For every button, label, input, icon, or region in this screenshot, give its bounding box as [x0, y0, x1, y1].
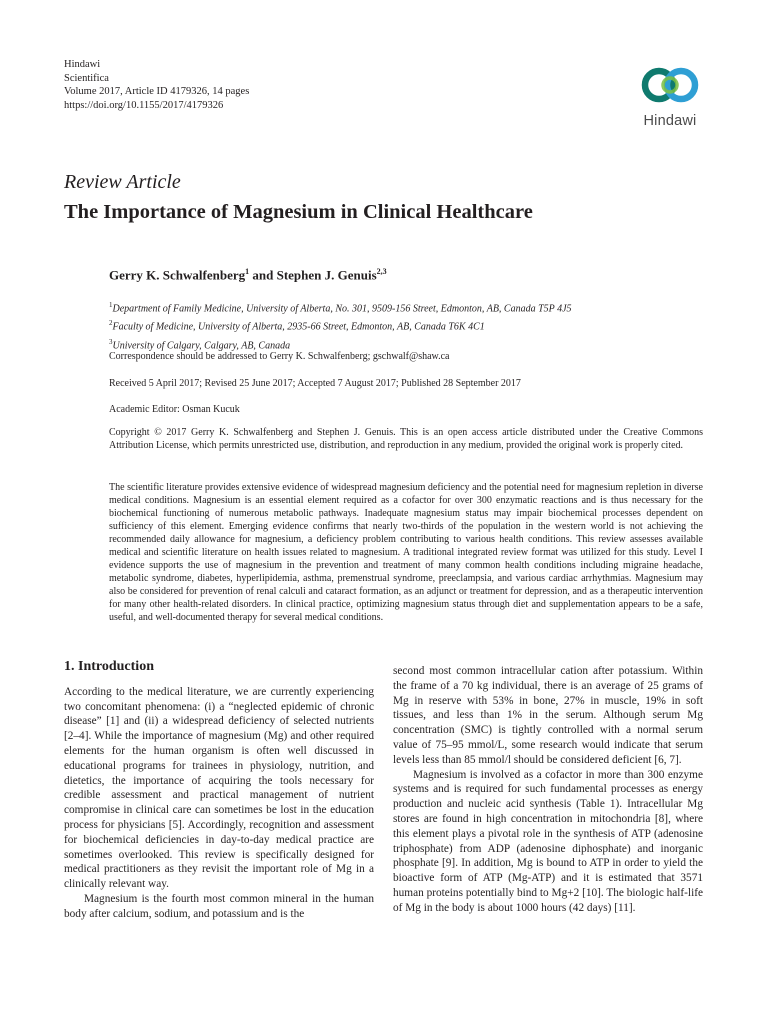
author-list: [109, 267, 387, 283]
affiliation-item: $^3$University of Calgary, Calgary, AB, Canada: [109, 337, 291, 351]
logo-wordmark: Hindawi: [643, 113, 697, 129]
author-affil-ref: 2,3: [376, 267, 387, 276]
academic-editor: Academic Editor: Osman Kucuk: [109, 404, 240, 415]
author-name[interactable]: Stephen J. Genuis: [276, 267, 377, 283]
author-name[interactable]: Gerry K. Schwalfenberg: [109, 267, 246, 283]
journal-name: Scientifica: [64, 72, 109, 84]
doi-link[interactable]: https://doi.org/10.1155/2017/4179326: [64, 99, 224, 111]
publication-dates: Received 5 April 2017; Revised 25 June 2017; Accepted 7 August 2017; Published 28 September 2017: [109, 378, 521, 389]
volume-info: Volume 2017, Article ID 4179326, 14 pages: [64, 86, 250, 97]
author-affil-ref: 1: [245, 267, 250, 276]
affiliation-item: $^2$Faculty of Medicine, University of Alberta, 2935-66 Street, Edmonton, AB, Canada T6K 4C1: [109, 319, 485, 333]
affiliation-item: $^1$Department of Family Medicine, University of Alberta, No. 301, 9509-156 Street, Edmonton, AB, Canada T5P 4J5: [109, 301, 572, 315]
body-paragraph: Magnesium is involved as a cofactor in more than 300 enzyme systems and is required for such fundamental processes as energy production and nucleic acid synthesis (Table 1). Intracellular Mg stores are found in high concentration in mitochondria [8], where this element plays a pivotal role in the synthesis of ATP (adenosine triphosphate) from ADP (adenosine diphosphate) and inorganic phosphate [9]. In addition, Mg is bound to ATP in order to yield the bioactive form of ATP (Mg-ATP) and it is estimated that 3571 human proteins potentially bind to Mg+2 [10]. The biologic half-life of Mg in the body is about 1000 hours (42 days) [11].: [393, 768, 703, 914]
author-conjunction: and: [249, 267, 277, 283]
body-paragraph: second most common intracellular cation after potassium. Within the frame of a 70 kg individual, there is an average of 25 grams of Mg in reserve with 53% in bone, 27% in muscle, 19% in soft tissues, and less than 1% in the serum. Although serum Mg concentration (SMC) is tightly controlled with a normal serum value of 75–95 mmol/L, some research would indicate that serum levels less than 85 mmol/l should be considered deficient [6, 7].: [393, 665, 703, 766]
copyright-notice: Copyright © 2017 Gerry K. Schwalfenberg and Stephen J. Genuis. This is an open access article distributed under the Creative Commons Attribution License, which permits unrestricted use, distribution, and reproduction in any medium, provided the original work is properly cited.: [109, 427, 703, 451]
publisher-name: Hindawi: [64, 59, 101, 70]
abstract: The scientific literature provides extensive evidence of widespread magnesium deficiency and the potential need for magnesium repletion in diverse medical conditions. Magnesium is an essential element required as a cofactor for over 300 enzymatic reactions and is thus necessary for the biochemical functioning of numerous metabolic pathways. Inadequate magnesium status may impair biochemical processes dependent on sufficiency of this element. Emerging evidence confirms that nearly two-thirds of the population in the western world is not achieving the recommended daily allowance for magnesium, a deficiency problem contributing to various health conditions. This review assesses available medical and scientific literature on health issues related to magnesium. A traditional integrated review format was utilized for this study. Level I evidence supports the use of magnesium in the prevention and treatment of many common health conditions including migraine headache, metabolic syndrome, diabetes, hyperlipidemia, asthma, premenstrual syndrome, preeclampsia, and various cardiac arrhythmias. Magnesium may also be considered for prevention of renal calculi and cataract formation, as an adjunct or treatment for depression, and as a therapeutic intervention for many other health-related disorders. In clinical practice, optimizing magnesium status through diet and supplementation appears to be a safe, useful, and well-documented therapy for several medical conditions.: [109, 482, 703, 623]
article-title: The Importance of Magnesium in Clinical Healthcare: [64, 201, 533, 223]
article-type: Review Article: [64, 171, 181, 193]
affiliations: [109, 298, 572, 353]
body-paragraph: According to the medical literature, we are currently experiencing two concomitant phenomena: (i) a “neglected epidemic of chronic disease” [1] and (ii) a widespread deficiency of selected nutrients [2–4]. While the importance of magnesium (Mg) and other required elements for the human organism is often well discussed in educational programs for trainees in physiology, nutrition, and dietetics, the importance of acquiring the tools necessary for credible assessment and practical management of nutrient compromise in clinical care can sometimes be lost in the education process for physicians [5]. Accordingly, recognition and assessment for biochemical deficiencies in day-to-day medical practice are sometimes overlooked. This review is specifically designed for medical practitioners as they revisit the important role of Mg in a clinically relevant way.: [64, 685, 374, 891]
body-paragraph: Magnesium is the fourth most common mineral in the human body after calcium, sodium, and potassium and is the: [64, 892, 374, 920]
section-heading: 1. Introduction: [64, 659, 154, 674]
body-column-left: [64, 660, 374, 922]
journal-header: [64, 58, 249, 112]
correspondence: Correspondence should be addressed to Gerry K. Schwalfenberg; gschwalf@shaw.ca: [109, 351, 450, 362]
body-column-right: [393, 664, 703, 916]
